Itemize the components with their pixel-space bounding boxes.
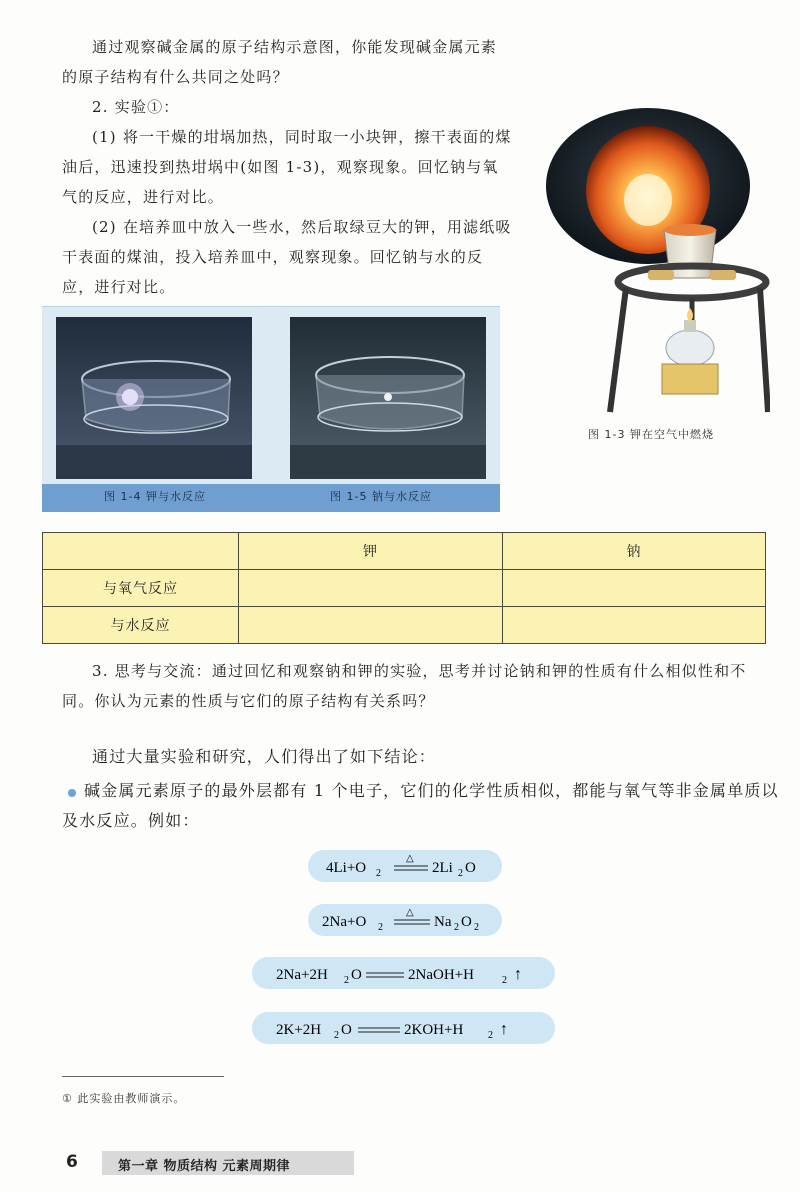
eq-rhs: 2Li bbox=[432, 860, 453, 876]
eq-subscript: 2 bbox=[376, 868, 381, 879]
table-cell: 与水反应 bbox=[43, 607, 239, 644]
eq-subscript: 2 bbox=[458, 868, 463, 879]
table-cell bbox=[239, 570, 503, 607]
eq-subscript: 2 bbox=[334, 1030, 339, 1041]
figure-1-3-image bbox=[540, 108, 770, 428]
equation-sodium-oxygen bbox=[308, 904, 502, 936]
eq-rhs: Na bbox=[434, 914, 452, 930]
eq-subscript: 2 bbox=[454, 922, 459, 933]
table-row bbox=[43, 570, 766, 607]
table-header-row bbox=[43, 533, 766, 570]
eq-lhs-tail: O bbox=[341, 1022, 352, 1038]
eq-rhs: 2KOH+H bbox=[404, 1022, 464, 1038]
eq-subscript: 2 bbox=[344, 975, 349, 986]
gas-arrow-up-icon: ↑ bbox=[500, 1021, 508, 1038]
figure-1-5-caption: 图 1-5 钠与水反应 bbox=[330, 490, 432, 503]
eq-subscript: 2 bbox=[502, 975, 507, 986]
experiment-heading: 2. 实验①： bbox=[92, 98, 180, 116]
eq-lhs: 2Na+O bbox=[322, 914, 367, 930]
eq-condition: △ bbox=[406, 853, 414, 864]
table-header-cell bbox=[43, 533, 239, 570]
experiment-2-paragraph: (2) 在培养皿中放入一些水，然后取绿豆大的钾，用滤纸吸干表面的煤油，投入培养皿中，观察现象。回忆钠与水的反应，进行对比。 bbox=[62, 218, 512, 296]
conclusion-intro: 通过大量实验和研究，人们得出了如下结论： bbox=[92, 747, 437, 766]
page-number: 6 bbox=[66, 1152, 78, 1172]
eq-subscript: 2 bbox=[474, 922, 479, 933]
footnote: ① 此实验由教师演示。 bbox=[62, 1092, 186, 1105]
figure-1-5-image bbox=[290, 317, 486, 479]
table-header-cell: 钠 bbox=[503, 533, 766, 570]
table-cell: 与氧气反应 bbox=[43, 570, 239, 607]
comparison-table bbox=[42, 532, 766, 644]
eq-lhs: 2K+2H bbox=[276, 1022, 322, 1038]
eq-condition: △ bbox=[406, 907, 414, 918]
eq-lhs: 4Li+O bbox=[326, 860, 367, 876]
table-header-cell: 钾 bbox=[239, 533, 503, 570]
table-cell bbox=[503, 607, 766, 644]
figure-1-4-caption: 图 1-4 钾与水反应 bbox=[104, 490, 206, 503]
intro-paragraph: 通过观察碱金属的原子结构示意图，你能发现碱金属元素的原子结构有什么共同之处吗？ bbox=[62, 38, 498, 86]
eq-lhs-tail: O bbox=[351, 967, 362, 983]
table-cell bbox=[503, 570, 766, 607]
equation-sodium-water bbox=[252, 957, 555, 989]
conclusion-bullet: 碱金属元素原子的最外层都有 1 个电子，它们的化学性质相似，都能与氧气等非金属单质以及水反应。例如： bbox=[62, 781, 779, 830]
table-row bbox=[43, 607, 766, 644]
figure-1-4-image bbox=[56, 317, 252, 479]
eq-subscript: 2 bbox=[378, 922, 383, 933]
eq-subscript: 2 bbox=[488, 1030, 493, 1041]
chapter-title: 第一章 物质结构 元素周期律 bbox=[118, 1159, 291, 1174]
figure-1-3-caption: 图 1-3 钾在空气中燃烧 bbox=[588, 428, 714, 441]
eq-lhs: 2Na+2H bbox=[276, 967, 328, 983]
gas-arrow-up-icon: ↑ bbox=[514, 966, 522, 983]
equation-lithium-oxygen bbox=[308, 850, 502, 882]
eq-rhs-tail: O bbox=[465, 860, 476, 876]
footnote-divider bbox=[62, 1076, 224, 1077]
eq-rhs: 2NaOH+H bbox=[408, 967, 474, 983]
equation-potassium-water bbox=[252, 1012, 555, 1044]
figure-band bbox=[42, 306, 500, 512]
experiment-1-paragraph: (1) 将一干燥的坩埚加热，同时取一小块钾，擦干表面的煤油后，迅速投到热坩埚中(如图 1-3)，观察现象。回忆钠与氧气的反应，进行对比。 bbox=[62, 128, 512, 206]
table-cell bbox=[239, 607, 503, 644]
eq-rhs-tail: O bbox=[461, 914, 472, 930]
think-exchange-paragraph: 3. 思考与交流：通过回忆和观察钠和钾的实验，思考并讨论钠和钾的性质有什么相似性和不同。你认为元素的性质与它们的原子结构有关系吗？ bbox=[62, 662, 747, 710]
